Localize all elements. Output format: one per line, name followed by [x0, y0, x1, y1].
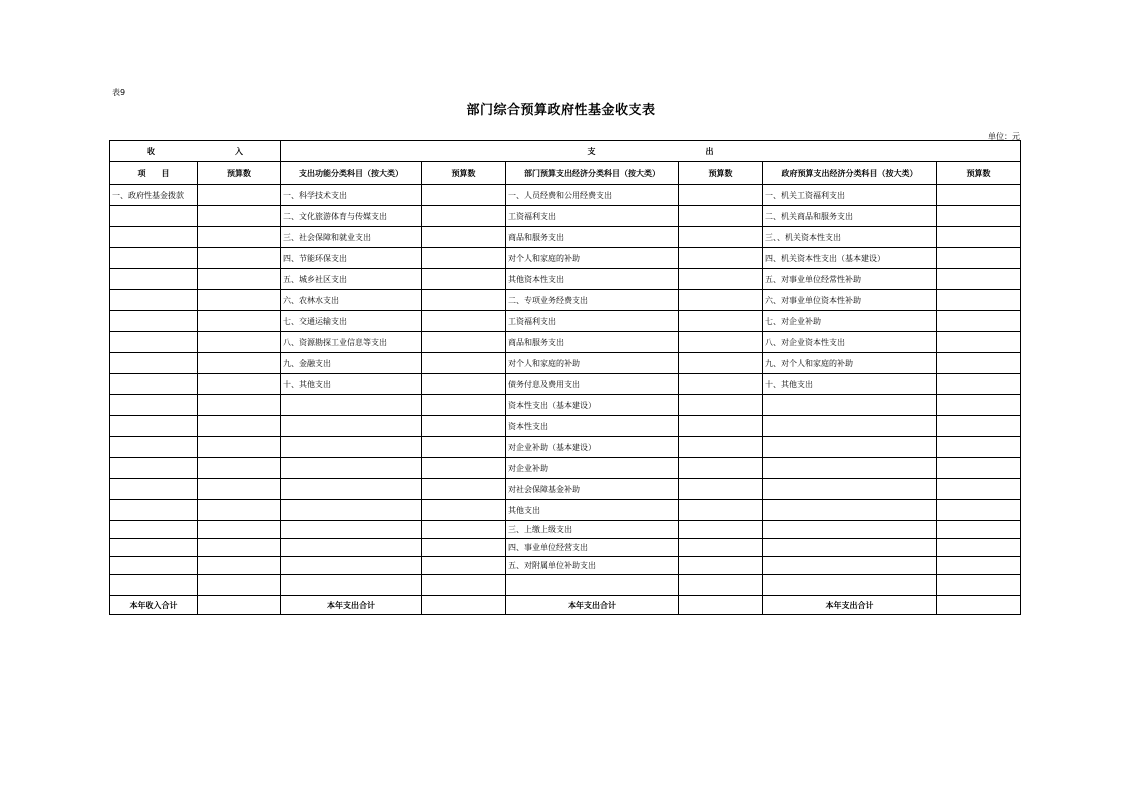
- cell-gov-economic-category: 三、、机关资本性支出: [763, 227, 937, 248]
- cell-income-item: [110, 575, 198, 596]
- cell-income-amount: [198, 395, 281, 416]
- cell-gov-economic-category: [763, 557, 937, 575]
- cell-functional-amount: [422, 332, 506, 353]
- cell-gov-amount: [937, 458, 1021, 479]
- cell-gov-economic-category: [763, 437, 937, 458]
- cell-dept-economic-category: 资本性支出: [506, 416, 679, 437]
- cell-functional-category: 八、资源勘探工业信息等支出: [281, 332, 422, 353]
- table-row: [110, 539, 1021, 557]
- cell-functional-category: [281, 500, 422, 521]
- cell-income-amount: [198, 248, 281, 269]
- table-row: [110, 353, 1021, 374]
- cell-functional-amount: [422, 458, 506, 479]
- total-gov-label: 本年支出合计: [763, 596, 937, 615]
- cell-functional-amount: [422, 269, 506, 290]
- cell-income-amount: [198, 479, 281, 500]
- cell-dept-economic-category: 四、事业单位经营支出: [506, 539, 679, 557]
- table-number: 表9: [112, 88, 126, 97]
- cell-gov-economic-category: 五、对事业单位经常性补助: [763, 269, 937, 290]
- table-row: [110, 395, 1021, 416]
- cell-income-item: [110, 500, 198, 521]
- cell-functional-category: 一、科学技术支出: [281, 185, 422, 206]
- table-row: [110, 290, 1021, 311]
- cell-gov-amount: [937, 185, 1021, 206]
- col-header-item: 项 目: [110, 162, 198, 185]
- cell-gov-amount: [937, 437, 1021, 458]
- cell-dept-economic-category: 债务付息及费用支出: [506, 374, 679, 395]
- cell-functional-category: 五、城乡社区支出: [281, 269, 422, 290]
- cell-dept-economic-category: [506, 575, 679, 596]
- cell-income-amount: [198, 437, 281, 458]
- cell-dept-amount: [679, 500, 763, 521]
- table-row: [110, 374, 1021, 395]
- cell-income-item: [110, 353, 198, 374]
- cell-functional-category: 四、节能环保支出: [281, 248, 422, 269]
- cell-dept-amount: [679, 185, 763, 206]
- unit-label: 单位：元: [988, 132, 1020, 141]
- cell-dept-amount: [679, 521, 763, 539]
- cell-gov-amount: [937, 500, 1021, 521]
- cell-income-amount: [198, 500, 281, 521]
- income-group-label-a: 收: [147, 146, 155, 156]
- cell-functional-category: 六、农林水支出: [281, 290, 422, 311]
- table-row: [110, 185, 1021, 206]
- cell-income-item: [110, 332, 198, 353]
- cell-income-item: [110, 248, 198, 269]
- cell-dept-economic-category: 三、上缴上级支出: [506, 521, 679, 539]
- cell-dept-economic-category: 商品和服务支出: [506, 227, 679, 248]
- col-header-dept-economic-category: 部门预算支出经济分类科目（按大类）: [506, 162, 679, 185]
- cell-functional-category: [281, 437, 422, 458]
- cell-dept-amount: [679, 479, 763, 500]
- cell-functional-category: 二、文化旅游体育与传媒支出: [281, 206, 422, 227]
- expense-group-label-b: 出: [705, 146, 714, 156]
- cell-gov-amount: [937, 290, 1021, 311]
- expense-group-label-a: 支: [587, 146, 596, 156]
- cell-gov-amount: [937, 353, 1021, 374]
- cell-income-item: [110, 269, 198, 290]
- cell-income-item: [110, 539, 198, 557]
- cell-income-amount: [198, 539, 281, 557]
- cell-dept-amount: [679, 437, 763, 458]
- cell-functional-amount: [422, 311, 506, 332]
- cell-gov-economic-category: 六、对事业单位资本性补助: [763, 290, 937, 311]
- income-group-header: [110, 141, 281, 162]
- cell-functional-amount: [422, 539, 506, 557]
- table-row: [110, 575, 1021, 596]
- cell-functional-category: [281, 458, 422, 479]
- cell-gov-economic-category: 一、机关工资福利支出: [763, 185, 937, 206]
- cell-gov-economic-category: 十、其他支出: [763, 374, 937, 395]
- total-functional-label: 本年支出合计: [281, 596, 422, 615]
- cell-gov-economic-category: [763, 395, 937, 416]
- cell-gov-economic-category: [763, 575, 937, 596]
- cell-dept-amount: [679, 353, 763, 374]
- cell-functional-amount: [422, 479, 506, 500]
- cell-dept-amount: [679, 248, 763, 269]
- cell-income-item: [110, 437, 198, 458]
- cell-dept-amount: [679, 332, 763, 353]
- col-header-gov-economic-category: 政府预算支出经济分类科目（按大类）: [763, 162, 937, 185]
- cell-functional-category: [281, 416, 422, 437]
- col-header-functional-amount: 预算数: [422, 162, 506, 185]
- col-header-gov-amount: 预算数: [937, 162, 1021, 185]
- cell-income-amount: [198, 185, 281, 206]
- cell-dept-economic-category: 对个人和家庭的补助: [506, 248, 679, 269]
- cell-functional-category: 十、其他支出: [281, 374, 422, 395]
- cell-functional-category: [281, 521, 422, 539]
- cell-dept-amount: [679, 416, 763, 437]
- cell-functional-amount: [422, 437, 506, 458]
- document-title: 部门综合预算政府性基金收支表: [466, 103, 656, 118]
- cell-functional-amount: [422, 206, 506, 227]
- group-header-row: [110, 141, 1021, 162]
- cell-income-item: [110, 206, 198, 227]
- cell-gov-amount: [937, 332, 1021, 353]
- column-header-row: [110, 162, 1021, 185]
- cell-gov-economic-category: [763, 479, 937, 500]
- cell-income-item: [110, 311, 198, 332]
- cell-income-item: [110, 395, 198, 416]
- cell-functional-category: 九、金融支出: [281, 353, 422, 374]
- cell-dept-amount: [679, 290, 763, 311]
- cell-dept-economic-category: 工资福利支出: [506, 206, 679, 227]
- cell-gov-economic-category: [763, 521, 937, 539]
- cell-dept-economic-category: 工资福利支出: [506, 311, 679, 332]
- cell-income-amount: [198, 353, 281, 374]
- cell-functional-category: 三、社会保障和就业支出: [281, 227, 422, 248]
- cell-dept-amount: [679, 458, 763, 479]
- cell-income-item: [110, 458, 198, 479]
- cell-gov-economic-category: 九、对个人和家庭的补助: [763, 353, 937, 374]
- cell-dept-economic-category: 对企业补助: [506, 458, 679, 479]
- cell-income-item: 一、政府性基金拨款: [110, 185, 198, 206]
- table-row: [110, 416, 1021, 437]
- table-row: [110, 437, 1021, 458]
- cell-gov-amount: [937, 521, 1021, 539]
- cell-income-item: [110, 374, 198, 395]
- col-header-income-amount: 预算数: [198, 162, 281, 185]
- cell-income-amount: [198, 557, 281, 575]
- table-row: [110, 479, 1021, 500]
- cell-functional-amount: [422, 185, 506, 206]
- cell-gov-amount: [937, 479, 1021, 500]
- cell-functional-amount: [422, 353, 506, 374]
- cell-dept-amount: [679, 557, 763, 575]
- total-income-label: 本年收入合计: [110, 596, 198, 615]
- cell-functional-amount: [422, 557, 506, 575]
- cell-functional-category: [281, 395, 422, 416]
- table-row: [110, 269, 1021, 290]
- total-functional-amount: [422, 596, 506, 615]
- cell-functional-amount: [422, 521, 506, 539]
- table-row: [110, 521, 1021, 539]
- total-dept-amount: [679, 596, 763, 615]
- cell-functional-category: [281, 575, 422, 596]
- cell-gov-amount: [937, 539, 1021, 557]
- cell-gov-economic-category: 二、机关商品和服务支出: [763, 206, 937, 227]
- cell-dept-economic-category: 五、对附属单位补助支出: [506, 557, 679, 575]
- cell-income-amount: [198, 416, 281, 437]
- cell-dept-economic-category: 对个人和家庭的补助: [506, 353, 679, 374]
- table-row: [110, 248, 1021, 269]
- cell-dept-amount: [679, 227, 763, 248]
- col-header-functional-category: 支出功能分类科目（按大类）: [281, 162, 422, 185]
- cell-dept-economic-category: 对社会保障基金补助: [506, 479, 679, 500]
- cell-gov-amount: [937, 269, 1021, 290]
- cell-gov-economic-category: 七、对企业补助: [763, 311, 937, 332]
- cell-functional-amount: [422, 416, 506, 437]
- cell-functional-amount: [422, 395, 506, 416]
- income-group-label-b: 入: [235, 146, 243, 156]
- cell-dept-economic-category: 对企业补助（基本建设）: [506, 437, 679, 458]
- cell-income-item: [110, 416, 198, 437]
- cell-dept-economic-category: 商品和服务支出: [506, 332, 679, 353]
- cell-gov-economic-category: 八、对企业资本性支出: [763, 332, 937, 353]
- cell-functional-amount: [422, 248, 506, 269]
- cell-dept-amount: [679, 269, 763, 290]
- totals-row: [110, 596, 1021, 615]
- table-row: [110, 227, 1021, 248]
- cell-functional-amount: [422, 500, 506, 521]
- table-row: [110, 332, 1021, 353]
- cell-income-item: [110, 479, 198, 500]
- total-gov-amount: [937, 596, 1021, 615]
- cell-dept-amount: [679, 539, 763, 557]
- cell-gov-amount: [937, 311, 1021, 332]
- cell-dept-economic-category: 其他支出: [506, 500, 679, 521]
- cell-income-amount: [198, 575, 281, 596]
- cell-dept-amount: [679, 206, 763, 227]
- cell-income-item: [110, 521, 198, 539]
- cell-income-amount: [198, 311, 281, 332]
- cell-gov-amount: [937, 248, 1021, 269]
- budget-table: [109, 140, 1021, 615]
- cell-gov-amount: [937, 227, 1021, 248]
- cell-income-amount: [198, 269, 281, 290]
- cell-dept-amount: [679, 575, 763, 596]
- cell-dept-amount: [679, 395, 763, 416]
- total-income-amount: [198, 596, 281, 615]
- cell-gov-amount: [937, 557, 1021, 575]
- cell-gov-economic-category: [763, 458, 937, 479]
- expense-group-header: [281, 141, 1021, 162]
- table-row: [110, 206, 1021, 227]
- cell-functional-category: 七、交通运输支出: [281, 311, 422, 332]
- cell-dept-economic-category: 其他资本性支出: [506, 269, 679, 290]
- cell-income-amount: [198, 206, 281, 227]
- cell-functional-category: [281, 557, 422, 575]
- cell-gov-amount: [937, 395, 1021, 416]
- cell-gov-amount: [937, 206, 1021, 227]
- cell-income-amount: [198, 227, 281, 248]
- cell-functional-amount: [422, 290, 506, 311]
- cell-dept-amount: [679, 311, 763, 332]
- cell-functional-category: [281, 479, 422, 500]
- table-row: [110, 311, 1021, 332]
- cell-income-item: [110, 227, 198, 248]
- cell-income-item: [110, 557, 198, 575]
- cell-income-amount: [198, 290, 281, 311]
- cell-dept-economic-category: 二、专项业务经费支出: [506, 290, 679, 311]
- cell-income-item: [110, 290, 198, 311]
- cell-dept-economic-category: 资本性支出（基本建设）: [506, 395, 679, 416]
- table-row: [110, 557, 1021, 575]
- cell-income-amount: [198, 374, 281, 395]
- cell-gov-economic-category: [763, 539, 937, 557]
- cell-gov-amount: [937, 374, 1021, 395]
- cell-functional-category: [281, 539, 422, 557]
- cell-gov-amount: [937, 575, 1021, 596]
- cell-gov-economic-category: 四、机关资本性支出（基本建设）: [763, 248, 937, 269]
- cell-income-amount: [198, 458, 281, 479]
- cell-gov-economic-category: [763, 500, 937, 521]
- table-row: [110, 500, 1021, 521]
- cell-income-amount: [198, 332, 281, 353]
- col-header-dept-amount: 预算数: [679, 162, 763, 185]
- table-row: [110, 458, 1021, 479]
- cell-functional-amount: [422, 374, 506, 395]
- cell-gov-economic-category: [763, 416, 937, 437]
- cell-functional-amount: [422, 227, 506, 248]
- total-dept-label: 本年支出合计: [506, 596, 679, 615]
- cell-functional-amount: [422, 575, 506, 596]
- cell-dept-economic-category: 一、人员经费和公用经费支出: [506, 185, 679, 206]
- cell-dept-amount: [679, 374, 763, 395]
- cell-income-amount: [198, 521, 281, 539]
- cell-gov-amount: [937, 416, 1021, 437]
